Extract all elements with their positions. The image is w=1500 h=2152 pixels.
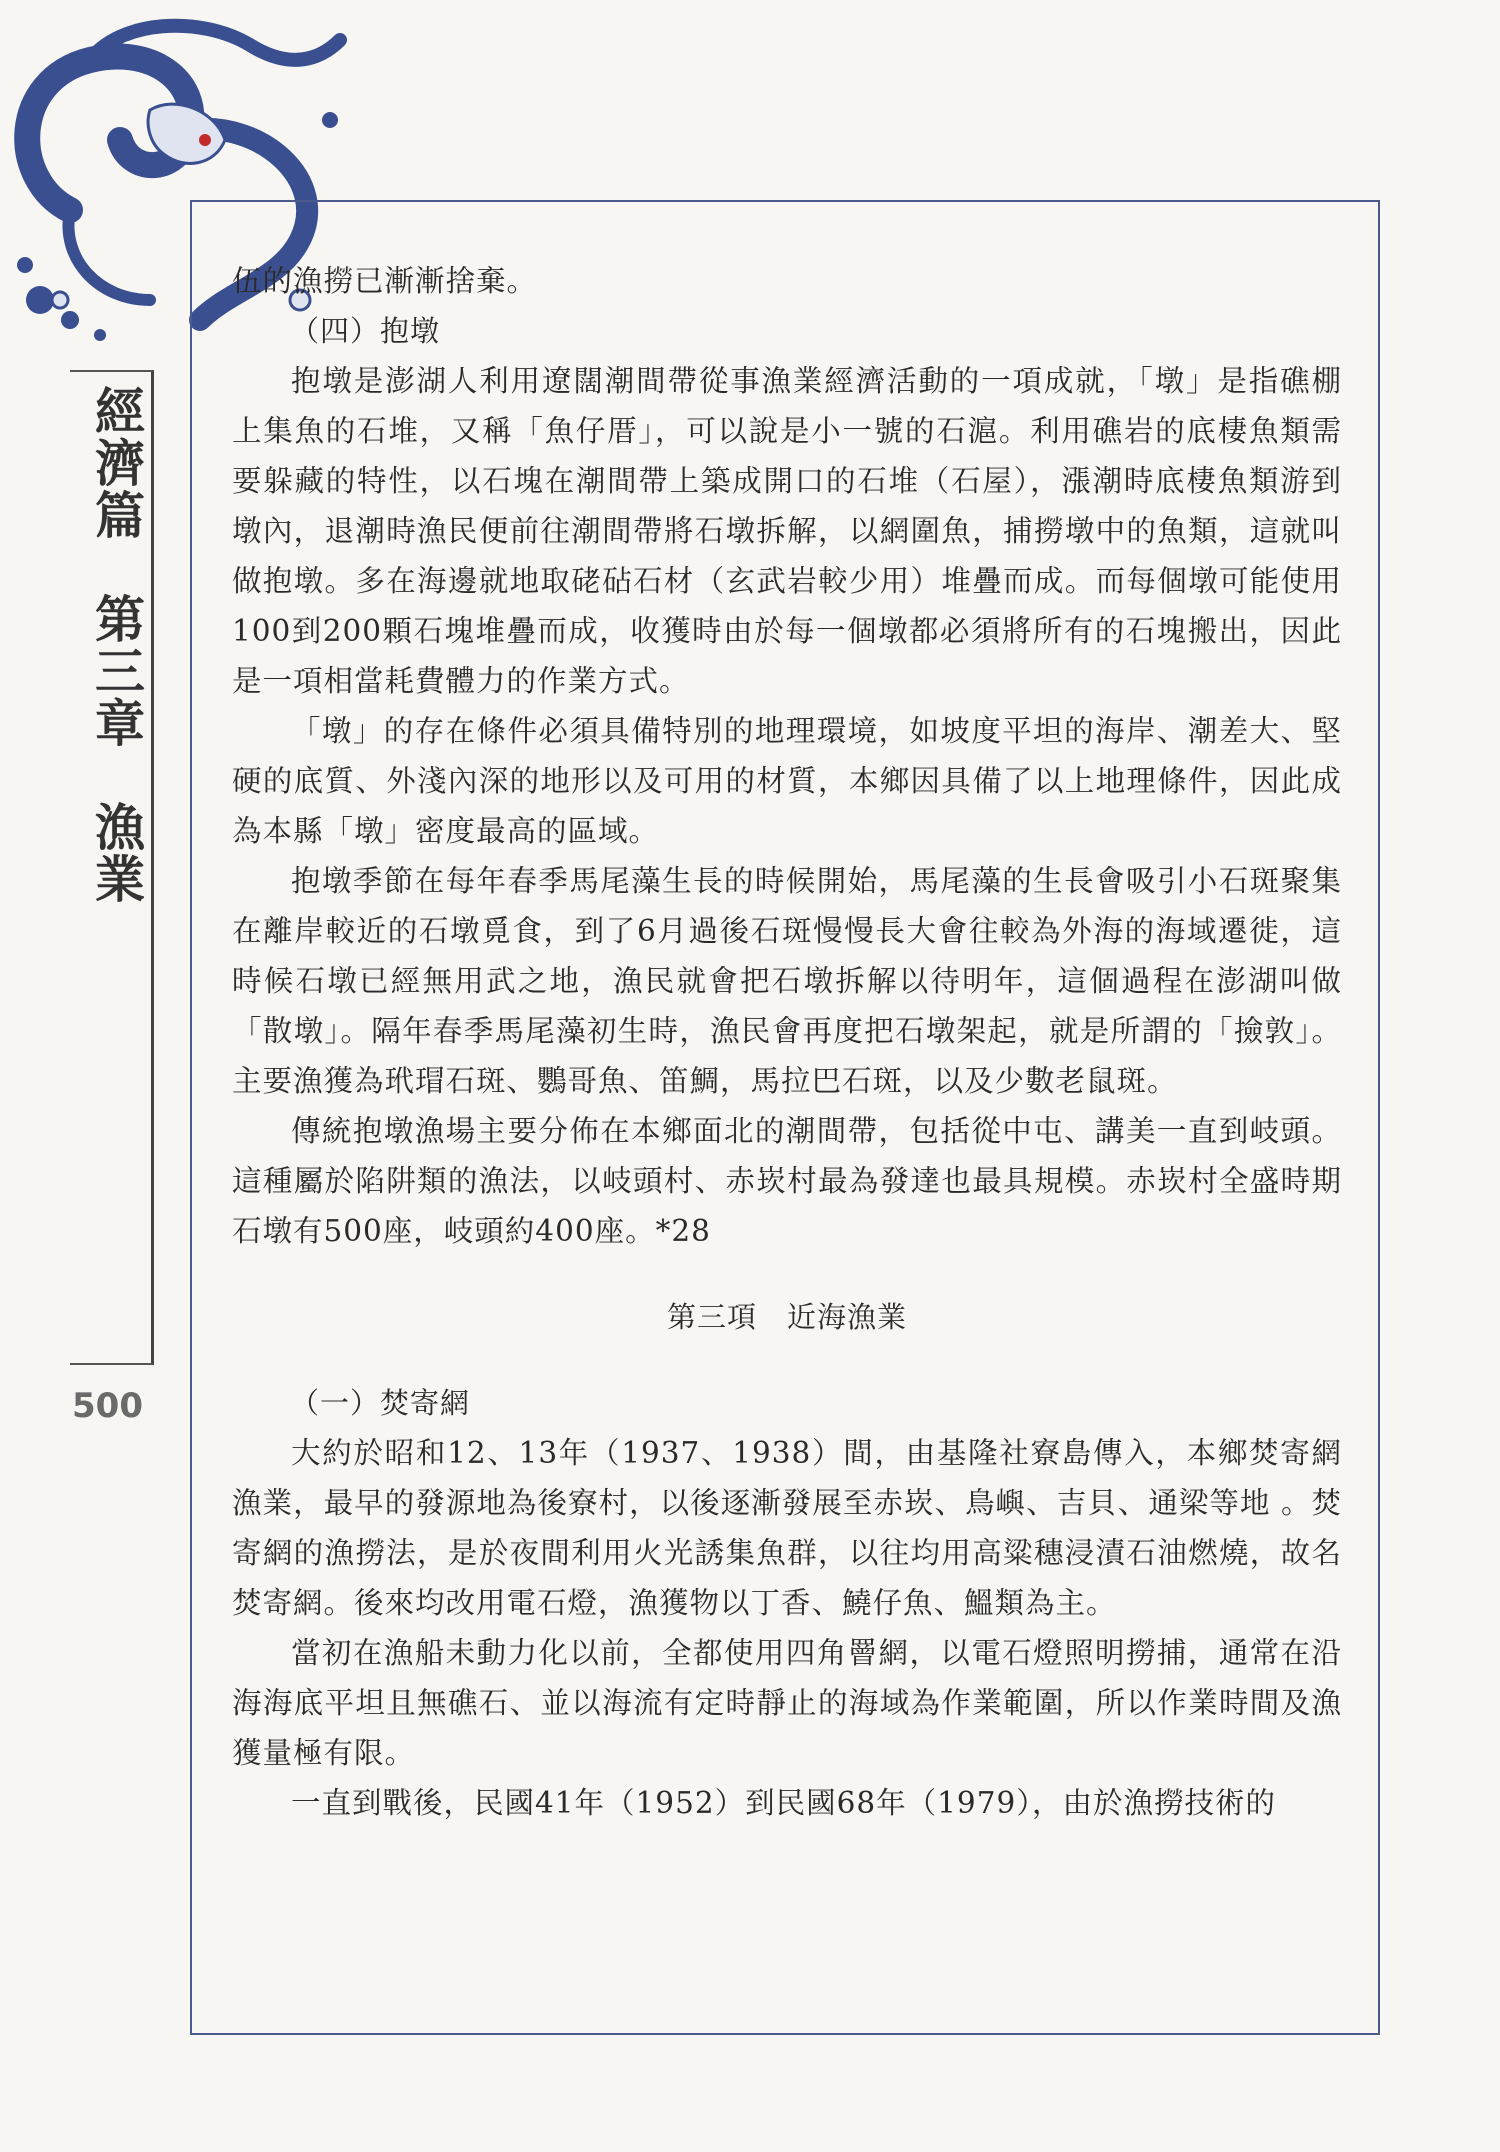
page-number: 500 xyxy=(72,1386,143,1426)
paragraph: 抱墩是澎湖人利用遼闊潮間帶從事漁業經濟活動的一項成就，「墩」是指礁棚上集魚的石堆，又稱「魚仔厝」，可以說是小一號的石滬。利用礁岩的底棲魚類需要躲藏的特性，以石塊在潮間帶上築成開口的石堆（石屋），漲潮時底棲魚類游到墩內，退潮時漁民便前往潮間帶將石墩拆解，以網圍魚，捕撈墩中的魚類，這就叫做抱墩。多在海邊就地取硓砧石材（玄武岩較少用）堆疊而成。而每個墩可能使用100到200顆石塊堆疊而成，收獲時由於每一個墩都必須將所有的石塊搬出，因此是一項相當耗費體力的作業方式。 xyxy=(232,364,1342,698)
main-text xyxy=(232,256,1342,1828)
paragraph: 伍的漁撈已漸漸捨棄。 xyxy=(232,264,538,298)
paragraph: 當初在漁船未動力化以前，全都使用四角罾網，以電石燈照明撈捕，通常在沿海海底平坦且無礁石、並以海流有定時靜止的海域為作業範圍，所以作業時間及漁獲量極有限。 xyxy=(232,1636,1342,1770)
subheading: （四）抱墩 xyxy=(290,314,441,348)
paragraph: 「墩」的存在條件必須具備特別的地理環境，如坡度平坦的海岸、潮差大、堅硬的底質、外淺內深的地形以及可用的材質，本鄉因具備了以上地理條件，因此成為本縣「墩」密度最高的區域。 xyxy=(232,714,1342,848)
chapter-side-title: 經濟篇 第三章 漁業 xyxy=(87,385,146,905)
paragraph: 傳統抱墩漁場主要分佈在本鄉面北的潮間帶，包括從中屯、講美一直到岐頭。這種屬於陷阱類的漁法，以岐頭村、赤崁村最為發達也最具規模。赤崁村全盛時期石墩有500座，岐頭約400座。*28 xyxy=(232,1114,1342,1248)
section-title: 第三項 近海漁業 xyxy=(666,1300,907,1334)
paragraph: 大約於昭和12、13年（1937、1938）間，由基隆社寮島傳入，本鄉焚寄網漁業，最早的發源地為後寮村，以後逐漸發展至赤崁、鳥嶼、吉貝、通梁等地 。焚寄網的漁撈法，是於夜間利用火光誘集魚群，以往均用高粱穗浸漬石油燃燒，故名焚寄網。後來均改用電石燈，漁獲物以丁香、鱙仔魚、鰮類為主。 xyxy=(232,1436,1342,1620)
paragraph: 抱墩季節在每年春季馬尾藻生長的時候開始，馬尾藻的生長會吸引小石斑聚集在離岸較近的石墩覓食，到了6月過後石斑慢慢長大會往較為外海的海域遷徙，這時候石墩已經無用武之地，漁民就會把石墩拆解以待明年，這個過程在澎湖叫做「散墩」。隔年春季馬尾藻初生時，漁民會再度把石墩架起，就是所謂的「撿敦」。主要漁獲為玳瑁石斑、鸚哥魚、笛鯛，馬拉巴石斑，以及少數老鼠斑。 xyxy=(232,864,1342,1098)
subheading: （一）焚寄網 xyxy=(290,1386,471,1420)
paragraph: 一直到戰後，民國41年（1952）到民國68年（1979），由於漁撈技術的 xyxy=(291,1786,1276,1820)
